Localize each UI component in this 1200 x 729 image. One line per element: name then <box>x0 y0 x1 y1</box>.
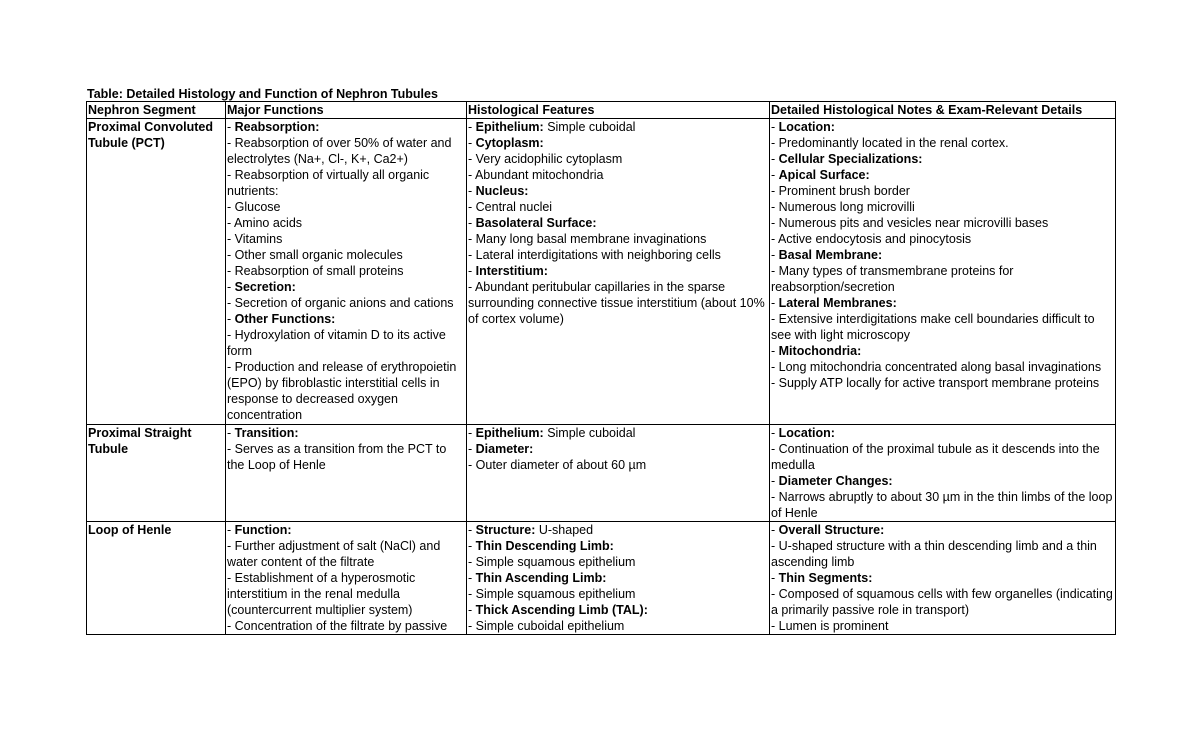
list-item: - Reabsorption of small proteins <box>227 264 404 278</box>
item-text: Extensive interdigitations make cell boundaries difficult to see with light microscopy <box>771 312 1095 342</box>
list-item: - Establishment of a hyperosmotic interstitium in the renal medulla (countercurrent multiplier system) <box>227 571 416 617</box>
header-row <box>87 102 1116 119</box>
item-text: Simple cuboidal <box>547 426 636 440</box>
list-item: - Diameter: <box>468 442 534 456</box>
segment-cell: Proximal Straight Tubule <box>87 425 226 522</box>
item-text: Reabsorption of small proteins <box>234 264 404 278</box>
item-text: Establishment of a hyperosmotic interstitium in the renal medulla (countercurrent multiplier system) <box>227 571 416 617</box>
item-text: Many types of transmembrane proteins for reabsorption/secretion <box>771 264 1014 294</box>
list-item: - U-shaped structure with a thin descending limb and a thin ascending limb <box>771 539 1097 569</box>
functions-cell <box>226 522 467 635</box>
item-text: Hydroxylation of vitamin D to its active form <box>227 328 446 358</box>
list-item: - Supply ATP locally for active transport membrane proteins <box>771 376 1100 390</box>
list-item: - Thin Ascending Limb: <box>468 571 607 585</box>
item-text: Abundant peritubular capillaries in the sparse surrounding connective tissue interstitium (about 10% of cortex volume) <box>468 280 765 326</box>
item-label: Overall Structure: <box>778 523 885 537</box>
item-label: Epithelium: <box>475 120 544 134</box>
item-label: Other Functions: <box>234 312 336 326</box>
item-label: Transition: <box>234 426 299 440</box>
item-text: Long mitochondria concentrated along basal invaginations <box>778 360 1102 374</box>
header-major-functions: Major Functions <box>226 102 467 119</box>
list-item: - Cytoplasm: <box>468 136 544 150</box>
list-item: - Simple cuboidal epithelium <box>468 619 625 633</box>
item-text: Composed of squamous cells with few organelles (indicating a primarily passive role in transport) <box>771 587 1113 617</box>
list-item: - Simple squamous epithelium <box>468 587 636 601</box>
list-item: - Composed of squamous cells with few organelles (indicating a primarily passive role in transport) <box>771 587 1113 617</box>
list-item: - Numerous long microvilli <box>771 200 915 214</box>
item-text: Serves as a transition from the PCT to the Loop of Henle <box>227 442 447 472</box>
item-text: Simple squamous epithelium <box>475 555 636 569</box>
list-item: - Long mitochondria concentrated along basal invaginations <box>771 360 1102 374</box>
item-text: Other small organic molecules <box>234 248 403 262</box>
list-item: - Concentration of the filtrate by passive <box>227 619 448 633</box>
item-text: Active endocytosis and pinocytosis <box>777 232 972 246</box>
list-item: - Location: <box>771 120 835 134</box>
list-item: - Function: <box>227 523 292 537</box>
list-item: - Continuation of the proximal tubule as it descends into the medulla <box>771 442 1100 472</box>
list-item: - Simple squamous epithelium <box>468 555 636 569</box>
header-nephron-segment: Nephron Segment <box>87 102 226 119</box>
item-label: Cytoplasm: <box>475 136 544 150</box>
list-item: - Serves as a transition from the PCT to the Loop of Henle <box>227 442 447 472</box>
list-item: - Cellular Specializations: <box>771 152 923 166</box>
functions-cell <box>226 425 467 522</box>
list-item: - Lateral interdigitations with neighboring cells <box>468 248 721 262</box>
item-label: Lateral Membranes: <box>778 296 897 310</box>
list-item: - Other Functions: <box>227 312 336 326</box>
item-text: U-shaped <box>538 523 594 537</box>
item-text: Outer diameter of about 60 µm <box>475 458 647 472</box>
item-label: Thin Ascending Limb: <box>475 571 607 585</box>
item-text: Numerous long microvilli <box>778 200 915 214</box>
item-text: Central nuclei <box>475 200 553 214</box>
list-item: - Structure: U-shaped <box>468 523 594 537</box>
item-label: Structure: <box>475 523 536 537</box>
item-text: Glucose <box>234 200 281 214</box>
item-label: Cellular Specializations: <box>778 152 923 166</box>
list-item: - Mitochondria: <box>771 344 862 358</box>
list-item: - Nucleus: <box>468 184 529 198</box>
list-item: - Vitamins <box>227 232 283 246</box>
item-text: Concentration of the filtrate by passive <box>234 619 448 633</box>
histology-cell <box>467 119 770 425</box>
list-item: - Central nuclei <box>468 200 553 214</box>
list-item: - Lateral Membranes: <box>771 296 897 310</box>
header-detailed-notes: Detailed Histological Notes & Exam-Relevant Details <box>770 102 1116 119</box>
list-item: - Thin Descending Limb: <box>468 539 614 553</box>
item-label: Thin Descending Limb: <box>475 539 614 553</box>
list-item: - Interstitium: <box>468 264 548 278</box>
item-label: Diameter: <box>475 442 534 456</box>
list-item: - Very acidophilic cytoplasm <box>468 152 623 166</box>
table-row <box>87 425 1116 522</box>
item-text: Supply ATP locally for active transport membrane proteins <box>778 376 1100 390</box>
list-item: - Glucose <box>227 200 281 214</box>
list-item: - Abundant mitochondria <box>468 168 604 182</box>
list-item: - Thin Segments: <box>771 571 873 585</box>
list-item: - Basal Membrane: <box>771 248 883 262</box>
list-item: - Secretion: <box>227 280 296 294</box>
item-label: Diameter Changes: <box>778 474 893 488</box>
item-text: Many long basal membrane invaginations <box>475 232 707 246</box>
item-label: Location: <box>778 426 835 440</box>
histology-cell <box>467 425 770 522</box>
list-item: - Secretion of organic anions and cations <box>227 296 454 310</box>
segment-cell: Proximal Convoluted Tubule (PCT) <box>87 119 226 425</box>
list-item: - Hydroxylation of vitamin D to its active form <box>227 328 446 358</box>
item-text: Simple squamous epithelium <box>475 587 636 601</box>
item-text: Further adjustment of salt (NaCl) and water content of the filtrate <box>227 539 441 569</box>
notes-cell <box>770 119 1116 425</box>
list-item: - Prominent brush border <box>771 184 910 198</box>
list-item: - Many long basal membrane invaginations <box>468 232 707 246</box>
item-text: Narrows abruptly to about 30 µm in the thin limbs of the loop of Henle <box>771 490 1113 520</box>
item-text: Vitamins <box>234 232 283 246</box>
item-text: Simple cuboidal <box>547 120 636 134</box>
item-text: U-shaped structure with a thin descending limb and a thin ascending limb <box>771 539 1097 569</box>
functions-cell <box>226 119 467 425</box>
list-item: - Narrows abruptly to about 30 µm in the thin limbs of the loop of Henle <box>771 490 1113 520</box>
item-text: Production and release of erythropoietin (EPO) by fibroblastic interstitial cells in response to decreased oxygen concentration <box>227 360 457 422</box>
histology-cell <box>467 522 770 635</box>
item-label: Basolateral Surface: <box>475 216 597 230</box>
list-item: - Extensive interdigitations make cell boundaries difficult to see with light microscopy <box>771 312 1095 342</box>
item-label: Function: <box>234 523 292 537</box>
item-text: Continuation of the proximal tubule as it descends into the medulla <box>771 442 1100 472</box>
item-text: Prominent brush border <box>778 184 910 198</box>
list-item: - Reabsorption: <box>227 120 320 134</box>
list-item: - Location: <box>771 426 835 440</box>
item-text: Very acidophilic cytoplasm <box>475 152 623 166</box>
notes-cell <box>770 425 1116 522</box>
list-item: - Abundant peritubular capillaries in the sparse surrounding connective tissue interstitium (about 10% of cortex volume) <box>468 280 765 326</box>
item-label: Apical Surface: <box>778 168 870 182</box>
list-item: - Predominantly located in the renal cortex. <box>771 136 1009 150</box>
header-histological-features: Histological Features <box>467 102 770 119</box>
table-row <box>87 119 1116 425</box>
item-label: Reabsorption: <box>234 120 320 134</box>
item-label: Thin Segments: <box>778 571 873 585</box>
table-title: Table: Detailed Histology and Function of Nephron Tubules <box>87 87 438 101</box>
list-item: - Basolateral Surface: <box>468 216 597 230</box>
list-item: - Outer diameter of about 60 µm <box>468 458 647 472</box>
list-item: - Further adjustment of salt (NaCl) and water content of the filtrate <box>227 539 441 569</box>
item-text: Reabsorption of virtually all organic nutrients: <box>227 168 430 198</box>
item-text: Numerous pits and vesicles near microvilli bases <box>778 216 1049 230</box>
item-text: Abundant mitochondria <box>474 168 604 182</box>
list-item: - Thick Ascending Limb (TAL): <box>468 603 648 617</box>
item-text: Amino acids <box>233 216 303 230</box>
list-item: - Lumen is prominent <box>771 619 889 633</box>
list-item: - Reabsorption of virtually all organic nutrients: <box>227 168 430 198</box>
table-row <box>87 522 1116 635</box>
item-text: Secretion of organic anions and cations <box>234 296 454 310</box>
list-item: - Transition: <box>227 426 299 440</box>
item-label: Mitochondria: <box>778 344 862 358</box>
item-text: Predominantly located in the renal cortex. <box>778 136 1009 150</box>
list-item: - Active endocytosis and pinocytosis <box>771 232 972 246</box>
list-item: - Epithelium: Simple cuboidal <box>468 426 636 440</box>
item-label: Thick Ascending Limb (TAL): <box>475 603 648 617</box>
item-text: Reabsorption of over 50% of water and electrolytes (Na+, Cl-, K+, Ca2+) <box>227 136 452 166</box>
item-text: Lumen is prominent <box>778 619 889 633</box>
item-text: Simple cuboidal epithelium <box>475 619 625 633</box>
item-label: Secretion: <box>234 280 296 294</box>
item-label: Basal Membrane: <box>778 248 883 262</box>
item-label: Location: <box>778 120 835 134</box>
list-item: - Other small organic molecules <box>227 248 403 262</box>
item-text: Lateral interdigitations with neighboring cells <box>475 248 721 262</box>
list-item: - Amino acids <box>227 216 303 230</box>
list-item: - Epithelium: Simple cuboidal <box>468 120 636 134</box>
list-item: - Reabsorption of over 50% of water and electrolytes (Na+, Cl-, K+, Ca2+) <box>227 136 452 166</box>
list-item: - Diameter Changes: <box>771 474 893 488</box>
notes-cell <box>770 522 1116 635</box>
segment-cell: Loop of Henle <box>87 522 226 635</box>
item-label: Interstitium: <box>475 264 548 278</box>
list-item: - Numerous pits and vesicles near microvilli bases <box>771 216 1049 230</box>
list-item: - Many types of transmembrane proteins for reabsorption/secretion <box>771 264 1014 294</box>
list-item: - Overall Structure: <box>771 523 885 537</box>
item-label: Epithelium: <box>475 426 544 440</box>
nephron-table <box>86 101 1116 635</box>
list-item: - Production and release of erythropoietin (EPO) by fibroblastic interstitial cells in response to decreased oxygen concentration <box>227 360 457 422</box>
list-item: - Apical Surface: <box>771 168 870 182</box>
item-label: Nucleus: <box>475 184 529 198</box>
